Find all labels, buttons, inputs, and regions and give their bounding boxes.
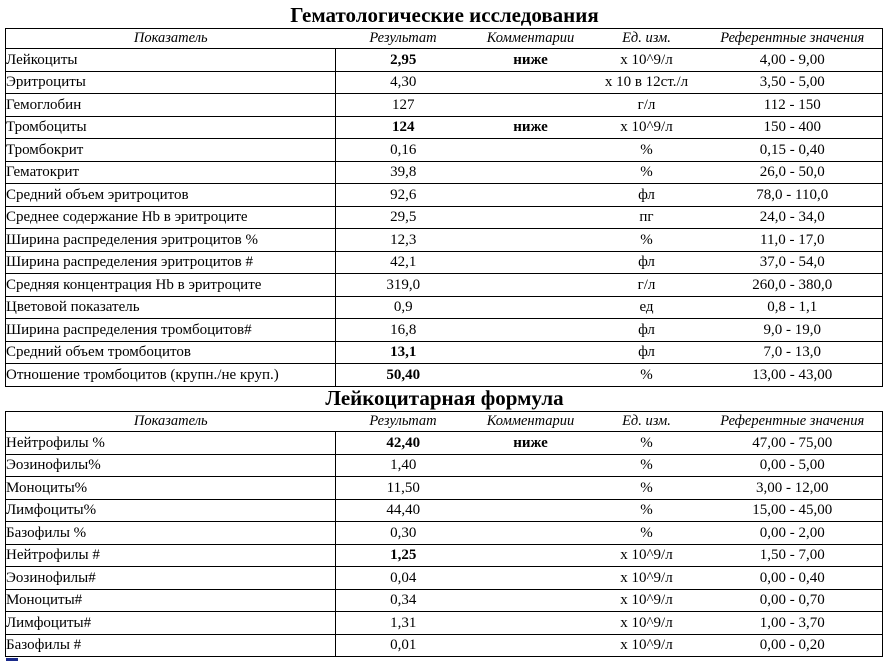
row-unit: x 10^9/л bbox=[591, 544, 703, 567]
row-name: Моноциты% bbox=[6, 477, 336, 500]
row-unit: фл bbox=[591, 319, 703, 342]
table-row bbox=[6, 206, 883, 229]
row-ref: 0,00 - 0,70 bbox=[703, 589, 883, 612]
row-name: Гемоглобин bbox=[6, 94, 336, 117]
row-ref: 11,0 - 17,0 bbox=[703, 229, 883, 252]
table-row bbox=[6, 94, 883, 117]
header-comment: Комментарии bbox=[471, 412, 591, 432]
row-unit: пг bbox=[591, 206, 703, 229]
row-unit: x 10^9/л bbox=[591, 589, 703, 612]
row-comment bbox=[471, 477, 591, 500]
row-name: Лейкоциты bbox=[6, 49, 336, 72]
row-comment bbox=[471, 544, 591, 567]
row-comment bbox=[471, 139, 591, 162]
table-row bbox=[6, 589, 883, 612]
row-ref: 26,0 - 50,0 bbox=[703, 161, 883, 184]
row-ref: 1,00 - 3,70 bbox=[703, 612, 883, 635]
row-comment bbox=[471, 589, 591, 612]
table-row bbox=[6, 477, 883, 500]
row-name: Среднее содержание Hb в эритроците bbox=[6, 206, 336, 229]
row-unit: фл bbox=[591, 251, 703, 274]
row-ref: 13,00 - 43,00 bbox=[703, 364, 883, 387]
row-result: 0,16 bbox=[336, 139, 471, 162]
row-ref: 7,0 - 13,0 bbox=[703, 341, 883, 364]
section-title-leukocyte-formula: Лейкоцитарная формула bbox=[325, 386, 564, 410]
table-row bbox=[6, 184, 883, 207]
row-result: 29,5 bbox=[336, 206, 471, 229]
row-unit: x 10 в 12ст./л bbox=[591, 71, 703, 94]
row-ref: 112 - 150 bbox=[703, 94, 883, 117]
row-unit: x 10^9/л bbox=[591, 612, 703, 635]
header-name: Показатель bbox=[6, 412, 336, 432]
header-unit: Ед. изм. bbox=[591, 412, 703, 432]
header-comment: Комментарии bbox=[471, 29, 591, 49]
leukocyte-formula-table bbox=[5, 411, 883, 657]
row-result: 42,40 bbox=[336, 432, 471, 455]
row-name: Ширина распределения эритроцитов % bbox=[6, 229, 336, 252]
row-unit: фл bbox=[591, 341, 703, 364]
row-comment bbox=[471, 251, 591, 274]
row-name: Эозинофилы% bbox=[6, 454, 336, 477]
table-row bbox=[6, 139, 883, 162]
row-result: 0,34 bbox=[336, 589, 471, 612]
hematology-table-body bbox=[6, 49, 883, 387]
row-ref: 4,00 - 9,00 bbox=[703, 49, 883, 72]
row-comment: ниже bbox=[471, 116, 591, 139]
row-unit: % bbox=[591, 364, 703, 387]
row-result: 1,31 bbox=[336, 612, 471, 635]
row-result: 127 bbox=[336, 94, 471, 117]
section-title-hematology: Гематологические исследования bbox=[290, 3, 599, 27]
row-name: Средний объем тромбоцитов bbox=[6, 341, 336, 364]
row-name: Базофилы # bbox=[6, 634, 336, 657]
row-result: 0,04 bbox=[336, 567, 471, 590]
row-ref: 3,00 - 12,00 bbox=[703, 477, 883, 500]
row-name: Отношение тромбоцитов (крупн./не круп.) bbox=[6, 364, 336, 387]
row-result: 4,30 bbox=[336, 71, 471, 94]
row-comment bbox=[471, 319, 591, 342]
row-result: 39,8 bbox=[336, 161, 471, 184]
row-result: 0,30 bbox=[336, 522, 471, 545]
row-ref: 0,8 - 1,1 bbox=[703, 296, 883, 319]
table-row bbox=[6, 251, 883, 274]
row-result: 124 bbox=[336, 116, 471, 139]
table-row bbox=[6, 634, 883, 657]
row-result: 13,1 bbox=[336, 341, 471, 364]
row-result: 0,01 bbox=[336, 634, 471, 657]
row-ref: 3,50 - 5,00 bbox=[703, 71, 883, 94]
leukocyte-formula-table-body bbox=[6, 432, 883, 657]
row-ref: 37,0 - 54,0 bbox=[703, 251, 883, 274]
row-ref: 0,00 - 0,40 bbox=[703, 567, 883, 590]
row-unit: % bbox=[591, 432, 703, 455]
header-result: Результат bbox=[336, 412, 471, 432]
row-comment bbox=[471, 612, 591, 635]
row-name: Гематокрит bbox=[6, 161, 336, 184]
row-unit: фл bbox=[591, 184, 703, 207]
header-name: Показатель bbox=[6, 29, 336, 49]
row-result: 92,6 bbox=[336, 184, 471, 207]
row-unit: % bbox=[591, 522, 703, 545]
row-comment bbox=[471, 296, 591, 319]
row-unit: % bbox=[591, 161, 703, 184]
row-unit: % bbox=[591, 477, 703, 500]
row-comment bbox=[471, 567, 591, 590]
row-comment bbox=[471, 522, 591, 545]
table-row bbox=[6, 499, 883, 522]
row-comment bbox=[471, 274, 591, 297]
row-comment bbox=[471, 184, 591, 207]
row-result: 11,50 bbox=[336, 477, 471, 500]
row-name: Ширина распределения тромбоцитов# bbox=[6, 319, 336, 342]
row-result: 50,40 bbox=[336, 364, 471, 387]
row-ref: 0,00 - 5,00 bbox=[703, 454, 883, 477]
row-name: Лимфоциты% bbox=[6, 499, 336, 522]
row-name: Нейтрофилы # bbox=[6, 544, 336, 567]
row-result: 12,3 bbox=[336, 229, 471, 252]
row-ref: 0,00 - 0,20 bbox=[703, 634, 883, 657]
row-comment: ниже bbox=[471, 49, 591, 72]
row-comment bbox=[471, 341, 591, 364]
row-comment bbox=[471, 364, 591, 387]
table-row bbox=[6, 49, 883, 72]
row-comment bbox=[471, 206, 591, 229]
row-unit: x 10^9/л bbox=[591, 567, 703, 590]
row-result: 1,40 bbox=[336, 454, 471, 477]
row-name: Тромбоциты bbox=[6, 116, 336, 139]
row-name: Базофилы % bbox=[6, 522, 336, 545]
table-header-row bbox=[6, 29, 883, 49]
row-unit: ед bbox=[591, 296, 703, 319]
footer-text-fragment bbox=[6, 658, 18, 661]
row-ref: 150 - 400 bbox=[703, 116, 883, 139]
row-comment bbox=[471, 161, 591, 184]
row-name: Цветовой показатель bbox=[6, 296, 336, 319]
row-result: 319,0 bbox=[336, 274, 471, 297]
row-result: 2,95 bbox=[336, 49, 471, 72]
table-row bbox=[6, 116, 883, 139]
row-result: 42,1 bbox=[336, 251, 471, 274]
row-result: 44,40 bbox=[336, 499, 471, 522]
table-row bbox=[6, 364, 883, 387]
row-unit: % bbox=[591, 454, 703, 477]
row-name: Ширина распределения эритроцитов # bbox=[6, 251, 336, 274]
table-row bbox=[6, 319, 883, 342]
header-result: Результат bbox=[336, 29, 471, 49]
row-ref: 15,00 - 45,00 bbox=[703, 499, 883, 522]
row-comment bbox=[471, 499, 591, 522]
row-unit: % bbox=[591, 499, 703, 522]
row-comment bbox=[471, 229, 591, 252]
table-row bbox=[6, 229, 883, 252]
row-unit: % bbox=[591, 139, 703, 162]
row-result: 16,8 bbox=[336, 319, 471, 342]
table-row bbox=[6, 522, 883, 545]
row-unit: г/л bbox=[591, 274, 703, 297]
row-comment bbox=[471, 634, 591, 657]
row-ref: 9,0 - 19,0 bbox=[703, 319, 883, 342]
header-ref: Референтные значения bbox=[703, 29, 883, 49]
row-result: 1,25 bbox=[336, 544, 471, 567]
row-ref: 1,50 - 7,00 bbox=[703, 544, 883, 567]
row-name: Нейтрофилы % bbox=[6, 432, 336, 455]
table-row bbox=[6, 567, 883, 590]
row-ref: 78,0 - 110,0 bbox=[703, 184, 883, 207]
row-name: Эозинофилы# bbox=[6, 567, 336, 590]
table-row bbox=[6, 296, 883, 319]
row-result: 0,9 bbox=[336, 296, 471, 319]
row-ref: 260,0 - 380,0 bbox=[703, 274, 883, 297]
row-comment bbox=[471, 71, 591, 94]
table-row bbox=[6, 454, 883, 477]
table-row bbox=[6, 341, 883, 364]
hematology-table bbox=[5, 28, 883, 387]
header-ref: Референтные значения bbox=[703, 412, 883, 432]
row-name: Эритроциты bbox=[6, 71, 336, 94]
row-ref: 0,00 - 2,00 bbox=[703, 522, 883, 545]
row-name: Тромбокрит bbox=[6, 139, 336, 162]
row-comment bbox=[471, 94, 591, 117]
row-unit: x 10^9/л bbox=[591, 116, 703, 139]
row-unit: x 10^9/л bbox=[591, 49, 703, 72]
table-row bbox=[6, 71, 883, 94]
table-row bbox=[6, 274, 883, 297]
table-row bbox=[6, 544, 883, 567]
row-name: Моноциты# bbox=[6, 589, 336, 612]
row-name: Средний объем эритроцитов bbox=[6, 184, 336, 207]
row-name: Средняя концентрация Hb в эритроците bbox=[6, 274, 336, 297]
row-ref: 24,0 - 34,0 bbox=[703, 206, 883, 229]
row-unit: % bbox=[591, 229, 703, 252]
table-row bbox=[6, 612, 883, 635]
row-ref: 0,15 - 0,40 bbox=[703, 139, 883, 162]
table-row bbox=[6, 161, 883, 184]
row-unit: г/л bbox=[591, 94, 703, 117]
row-unit: x 10^9/л bbox=[591, 634, 703, 657]
row-comment bbox=[471, 454, 591, 477]
row-comment: ниже bbox=[471, 432, 591, 455]
table-row bbox=[6, 432, 883, 455]
row-ref: 47,00 - 75,00 bbox=[703, 432, 883, 455]
table-header-row bbox=[6, 412, 883, 432]
header-unit: Ед. изм. bbox=[591, 29, 703, 49]
row-name: Лимфоциты# bbox=[6, 612, 336, 635]
